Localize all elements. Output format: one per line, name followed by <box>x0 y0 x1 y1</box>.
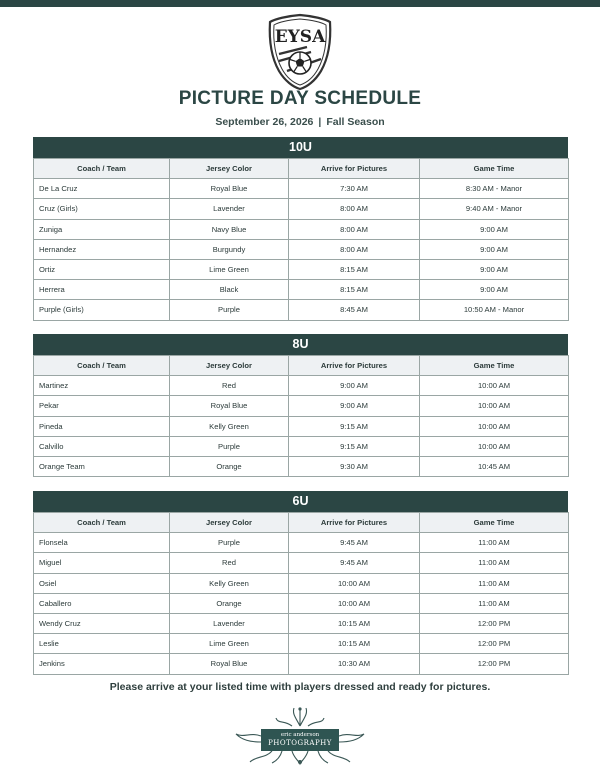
jersey-color-cell: Orange <box>170 593 289 613</box>
logo-text: EYSA <box>274 27 326 47</box>
subtitle-separator: | <box>318 116 322 128</box>
game-time-cell: 11:00 AM <box>420 553 569 573</box>
arrival-instructions: Please arrive at your listed time with players dressed and ready for pictures. <box>109 681 491 693</box>
team-cell: Osiel <box>34 573 170 593</box>
team-cell: Jenkins <box>34 654 170 674</box>
jersey-color-cell: Royal Blue <box>170 179 289 199</box>
team-cell: Calvillo <box>34 436 170 456</box>
jersey-color-cell: Royal Blue <box>170 654 289 674</box>
jersey-color-cell: Orange <box>170 456 289 476</box>
photography-label: PHOTOGRAPHY <box>268 739 332 747</box>
table-row <box>34 553 569 573</box>
table-row <box>34 654 569 674</box>
table-row <box>34 456 569 476</box>
soccer-ball-icon <box>289 52 311 74</box>
jersey-color-cell: Purple <box>170 436 289 456</box>
team-cell: Herrera <box>34 280 170 300</box>
table-row <box>34 376 569 396</box>
schedule-table <box>33 512 569 675</box>
table-row <box>34 396 569 416</box>
table-row <box>34 634 569 654</box>
jersey-color-cell: Red <box>170 553 289 573</box>
photography-logo <box>232 706 368 766</box>
arrival-time-cell: 8:00 AM <box>289 239 420 259</box>
arrival-time-cell: 10:15 AM <box>289 613 420 633</box>
table-row <box>34 259 569 279</box>
top-accent-bar <box>0 0 600 7</box>
column-header: Coach / Team <box>34 356 170 376</box>
schedule-table <box>33 355 569 477</box>
event-season: Fall Season <box>326 116 385 128</box>
game-time-cell: 9:00 AM <box>420 219 569 239</box>
game-time-cell: 8:30 AM - Manor <box>420 179 569 199</box>
arrival-time-cell: 9:15 AM <box>289 436 420 456</box>
arrival-time-cell: 10:15 AM <box>289 634 420 654</box>
game-time-cell: 10:00 AM <box>420 376 569 396</box>
jersey-color-cell: Navy Blue <box>170 219 289 239</box>
jersey-color-cell: Lime Green <box>170 634 289 654</box>
game-time-cell: 9:40 AM - Manor <box>420 199 569 219</box>
team-cell: Leslie <box>34 634 170 654</box>
event-subtitle <box>0 116 600 128</box>
column-header: Jersey Color <box>170 159 289 179</box>
table-row <box>34 300 569 320</box>
column-header-row <box>34 159 569 179</box>
eysa-logo <box>267 13 333 91</box>
section-2 <box>33 491 568 675</box>
column-header: Jersey Color <box>170 356 289 376</box>
jersey-color-cell: Black <box>170 280 289 300</box>
arrival-time-cell: 10:00 AM <box>289 573 420 593</box>
game-time-cell: 12:00 PM <box>420 634 569 654</box>
game-time-cell: 9:00 AM <box>420 259 569 279</box>
table-row <box>34 593 569 613</box>
jersey-color-cell: Purple <box>170 533 289 553</box>
page-title: PICTURE DAY SCHEDULE <box>178 88 422 109</box>
game-time-cell: 10:00 AM <box>420 436 569 456</box>
schedule-table <box>33 158 569 321</box>
section-0 <box>33 137 568 321</box>
column-header: Coach / Team <box>34 513 170 533</box>
column-header-row <box>34 513 569 533</box>
table-row <box>34 199 569 219</box>
team-cell: Miguel <box>34 553 170 573</box>
team-cell: Martinez <box>34 376 170 396</box>
jersey-color-cell: Burgundy <box>170 239 289 259</box>
arrival-time-cell: 10:30 AM <box>289 654 420 674</box>
column-header: Arrive for Pictures <box>289 356 420 376</box>
table-row <box>34 613 569 633</box>
team-cell: Purple (Girls) <box>34 300 170 320</box>
arrival-time-cell: 9:00 AM <box>289 396 420 416</box>
jersey-color-cell: Kelly Green <box>170 416 289 436</box>
team-cell: De La Cruz <box>34 179 170 199</box>
jersey-color-cell: Lime Green <box>170 259 289 279</box>
team-cell: Flonsela <box>34 533 170 553</box>
game-time-cell: 12:00 PM <box>420 613 569 633</box>
table-row <box>34 219 569 239</box>
table-row <box>34 179 569 199</box>
arrival-time-cell: 8:15 AM <box>289 259 420 279</box>
game-time-cell: 11:00 AM <box>420 573 569 593</box>
jersey-color-cell: Red <box>170 376 289 396</box>
column-header: Arrive for Pictures <box>289 159 420 179</box>
game-time-cell: 10:45 AM <box>420 456 569 476</box>
arrival-time-cell: 8:00 AM <box>289 199 420 219</box>
event-date: September 26, 2026 <box>215 116 314 128</box>
section-heading: 10U <box>33 137 568 158</box>
team-cell: Cruz (Girls) <box>34 199 170 219</box>
column-header: Game Time <box>420 513 569 533</box>
column-header: Jersey Color <box>170 513 289 533</box>
table-row <box>34 436 569 456</box>
arrival-time-cell: 9:15 AM <box>289 416 420 436</box>
team-cell: Wendy Cruz <box>34 613 170 633</box>
jersey-color-cell: Royal Blue <box>170 396 289 416</box>
photography-nameplate <box>261 729 339 751</box>
table-row <box>34 416 569 436</box>
table-row <box>34 533 569 553</box>
team-cell: Hernandez <box>34 239 170 259</box>
jersey-color-cell: Kelly Green <box>170 573 289 593</box>
arrival-time-cell: 8:00 AM <box>289 219 420 239</box>
jersey-color-cell: Lavender <box>170 199 289 219</box>
photographer-name: eric anderson <box>280 732 320 738</box>
team-cell: Zuniga <box>34 219 170 239</box>
table-row <box>34 280 569 300</box>
table-row <box>34 239 569 259</box>
jersey-color-cell: Lavender <box>170 613 289 633</box>
arrival-time-cell: 10:00 AM <box>289 593 420 613</box>
section-heading: 8U <box>33 334 568 355</box>
game-time-cell: 10:50 AM - Manor <box>420 300 569 320</box>
team-cell: Pekar <box>34 396 170 416</box>
game-time-cell: 9:00 AM <box>420 280 569 300</box>
game-time-cell: 11:00 AM <box>420 533 569 553</box>
column-header: Coach / Team <box>34 159 170 179</box>
section-heading: 6U <box>33 491 568 512</box>
arrival-time-cell: 8:45 AM <box>289 300 420 320</box>
arrival-time-cell: 9:30 AM <box>289 456 420 476</box>
column-header: Arrive for Pictures <box>289 513 420 533</box>
game-time-cell: 10:00 AM <box>420 396 569 416</box>
jersey-color-cell: Purple <box>170 300 289 320</box>
column-header: Game Time <box>420 356 569 376</box>
team-cell: Ortiz <box>34 259 170 279</box>
team-cell: Caballero <box>34 593 170 613</box>
column-header: Game Time <box>420 159 569 179</box>
arrival-time-cell: 7:30 AM <box>289 179 420 199</box>
column-header-row <box>34 356 569 376</box>
game-time-cell: 9:00 AM <box>420 239 569 259</box>
arrival-time-cell: 9:45 AM <box>289 533 420 553</box>
game-time-cell: 12:00 PM <box>420 654 569 674</box>
game-time-cell: 10:00 AM <box>420 416 569 436</box>
arrival-time-cell: 9:00 AM <box>289 376 420 396</box>
table-row <box>34 573 569 593</box>
game-time-cell: 11:00 AM <box>420 593 569 613</box>
arrival-time-cell: 9:45 AM <box>289 553 420 573</box>
section-1 <box>33 334 568 477</box>
team-cell: Pineda <box>34 416 170 436</box>
arrival-time-cell: 8:15 AM <box>289 280 420 300</box>
team-cell: Orange Team <box>34 456 170 476</box>
